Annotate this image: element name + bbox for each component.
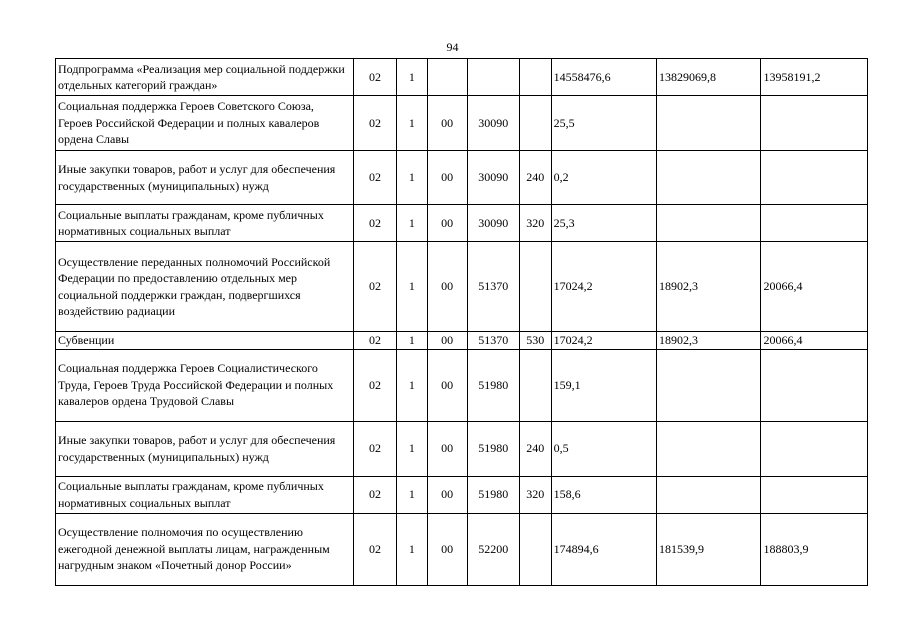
row-amount-year1-cell: 17024,2 [551,332,656,350]
row-expense-type-cell: 240 [519,421,551,476]
row-expense-type-cell [519,59,551,96]
budget-table-body [56,59,868,586]
row-program-code-cell: 00 [427,151,467,205]
page-number: 94 [446,40,459,54]
row-amount-year3-cell [761,151,868,205]
row-name-cell: Иные закупки товаров, работ и услуг для обеспечения государственных (муниципальных) нужд [56,151,354,205]
row-amount-year3-cell [761,421,868,476]
row-subsection-cell: 1 [396,513,427,585]
row-subsection-cell: 1 [396,59,427,96]
row-target-code-cell: 30090 [467,151,519,205]
table-row [56,349,868,421]
row-amount-year2-cell: 18902,3 [657,332,761,350]
row-amount-year1-cell: 159,1 [551,349,656,421]
row-amount-year3-cell [761,349,868,421]
row-amount-year2-cell [657,349,761,421]
row-name-cell: Социальная поддержка Героев Советского Союза, Героев Российской Федерации и полных кавалеров ордена Славы [56,96,354,151]
table-row [56,205,868,242]
row-program-code-cell: 00 [427,242,467,332]
row-expense-type-cell [519,349,551,421]
row-target-code-cell: 51980 [467,349,519,421]
row-program-code-cell: 00 [427,349,467,421]
row-subsection-cell: 1 [396,242,427,332]
row-target-code-cell: 51980 [467,421,519,476]
row-section-cell: 02 [353,242,396,332]
row-amount-year1-cell: 0,5 [551,421,656,476]
table-row [56,421,868,476]
row-subsection-cell: 1 [396,349,427,421]
row-name-cell: Субвенции [56,332,354,350]
row-amount-year2-cell: 181539,9 [657,513,761,585]
row-name-cell: Иные закупки товаров, работ и услуг для обеспечения государственных (муниципальных) нужд [56,421,354,476]
row-amount-year3-cell: 188803,9 [761,513,868,585]
row-amount-year1-cell: 0,2 [551,151,656,205]
row-target-code-cell: 51980 [467,476,519,513]
row-amount-year2-cell: 13829069,8 [657,59,761,96]
row-amount-year1-cell: 158,6 [551,476,656,513]
row-amount-year3-cell: 13958191,2 [761,59,868,96]
row-target-code-cell: 52200 [467,513,519,585]
row-amount-year3-cell: 20066,4 [761,242,868,332]
row-section-cell: 02 [353,205,396,242]
row-target-code-cell: 51370 [467,242,519,332]
row-amount-year2-cell [657,421,761,476]
row-expense-type-cell [519,96,551,151]
row-name-cell: Социальные выплаты гражданам, кроме публичных нормативных социальных выплат [56,476,354,513]
row-program-code-cell: 00 [427,513,467,585]
table-row [56,513,868,585]
row-name-cell: Социальные выплаты гражданам, кроме публичных нормативных социальных выплат [56,205,354,242]
row-amount-year1-cell: 25,5 [551,96,656,151]
row-subsection-cell: 1 [396,96,427,151]
row-program-code-cell: 00 [427,332,467,350]
row-subsection-cell: 1 [396,476,427,513]
row-name-cell: Подпрограмма «Реализация мер социальной поддержки отдельных категорий граждан» [56,59,354,96]
row-amount-year2-cell [657,151,761,205]
row-amount-year1-cell: 25,3 [551,205,656,242]
row-section-cell: 02 [353,349,396,421]
row-section-cell: 02 [353,96,396,151]
row-program-code-cell [427,59,467,96]
row-program-code-cell: 00 [427,476,467,513]
row-amount-year1-cell: 174894,6 [551,513,656,585]
row-name-cell: Осуществление полномочия по осуществлению ежегодной денежной выплаты лицам, награжденным нагрудным знаком «Почетный донор России» [56,513,354,585]
row-amount-year2-cell [657,96,761,151]
row-expense-type-cell [519,513,551,585]
row-amount-year3-cell [761,96,868,151]
row-subsection-cell: 1 [396,421,427,476]
row-amount-year1-cell: 17024,2 [551,242,656,332]
row-amount-year3-cell [761,476,868,513]
row-target-code-cell: 30090 [467,205,519,242]
row-program-code-cell: 00 [427,421,467,476]
row-subsection-cell: 1 [396,332,427,350]
table-row [56,96,868,151]
row-section-cell: 02 [353,59,396,96]
row-target-code-cell: 51370 [467,332,519,350]
row-amount-year3-cell [761,205,868,242]
row-amount-year1-cell: 14558476,6 [551,59,656,96]
row-section-cell: 02 [353,332,396,350]
row-target-code-cell [467,59,519,96]
table-row [56,476,868,513]
row-section-cell: 02 [353,513,396,585]
row-section-cell: 02 [353,476,396,513]
row-amount-year2-cell [657,205,761,242]
budget-table [55,58,868,586]
row-section-cell: 02 [353,421,396,476]
row-expense-type-cell: 320 [519,205,551,242]
row-expense-type-cell: 320 [519,476,551,513]
row-name-cell: Осуществление переданных полномочий Российской Федерации по предоставлению отдельных мер социальной поддержки граждан, подвергшихся воздействию радиации [56,242,354,332]
row-program-code-cell: 00 [427,205,467,242]
table-row [56,151,868,205]
row-target-code-cell: 30090 [467,96,519,151]
row-program-code-cell: 00 [427,96,467,151]
row-expense-type-cell [519,242,551,332]
row-expense-type-cell: 530 [519,332,551,350]
row-subsection-cell: 1 [396,205,427,242]
row-name-cell: Социальная поддержка Героев Социалистического Труда, Героев Труда Российской Федерации и полных кавалеров ордена Трудовой Славы [56,349,354,421]
row-amount-year2-cell [657,476,761,513]
table-row [56,332,868,350]
table-row [56,242,868,332]
row-amount-year2-cell: 18902,3 [657,242,761,332]
table-row [56,59,868,96]
row-section-cell: 02 [353,151,396,205]
row-expense-type-cell: 240 [519,151,551,205]
row-subsection-cell: 1 [396,151,427,205]
row-amount-year3-cell: 20066,4 [761,332,868,350]
